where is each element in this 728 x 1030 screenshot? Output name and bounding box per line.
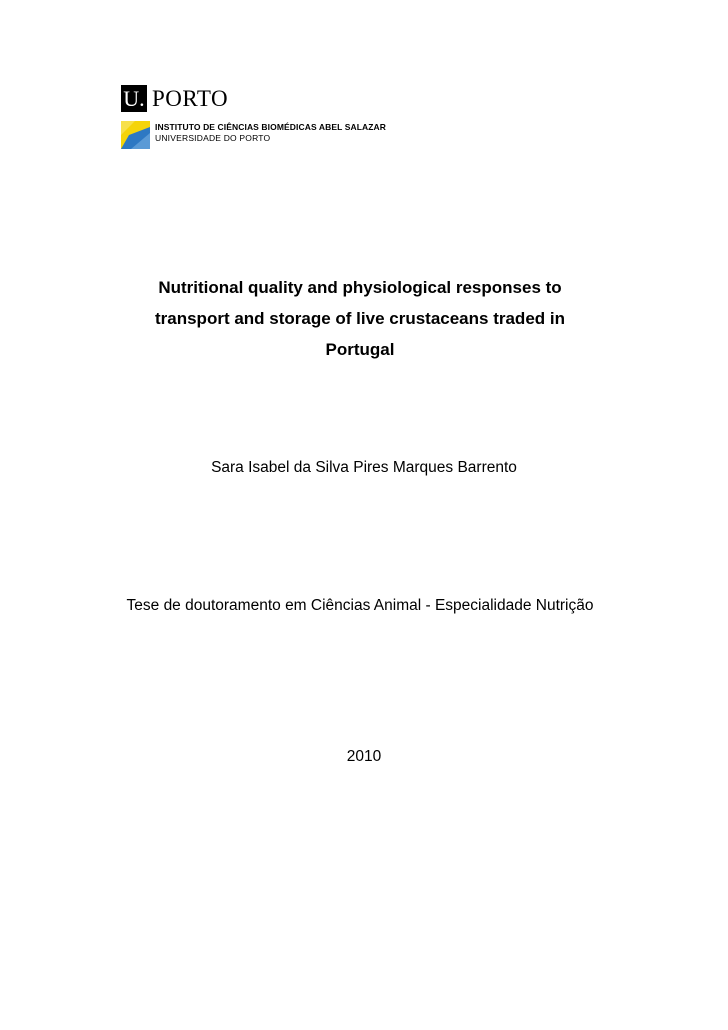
thesis-description: Tese de doutoramento em Ciências Animal - Especialidade Nutrição <box>126 597 594 614</box>
year: 2010 <box>346 748 382 765</box>
title-line-2: transport and storage of live crustaceans traded in <box>154 309 565 328</box>
thesis-title <box>100 272 620 365</box>
institute-name: INSTITUTO DE CIÊNCIAS BIOMÉDICAS ABEL SALAZAR <box>155 122 387 132</box>
porto-text: PORTO <box>152 85 229 111</box>
title-line-1: Nutritional quality and physiological responses to <box>158 278 562 297</box>
u-letter-box <box>121 85 147 112</box>
u-letter: U. <box>123 85 145 111</box>
uporto-logo <box>121 84 387 154</box>
uporto-wordmark <box>121 84 228 112</box>
title-line-3: Portugal <box>325 340 395 359</box>
icbas-emblem-icon <box>121 121 150 149</box>
author-name: Sara Isabel da Silva Pires Marques Barrento <box>211 459 517 476</box>
university-name: UNIVERSIDADE DO PORTO <box>155 133 271 143</box>
